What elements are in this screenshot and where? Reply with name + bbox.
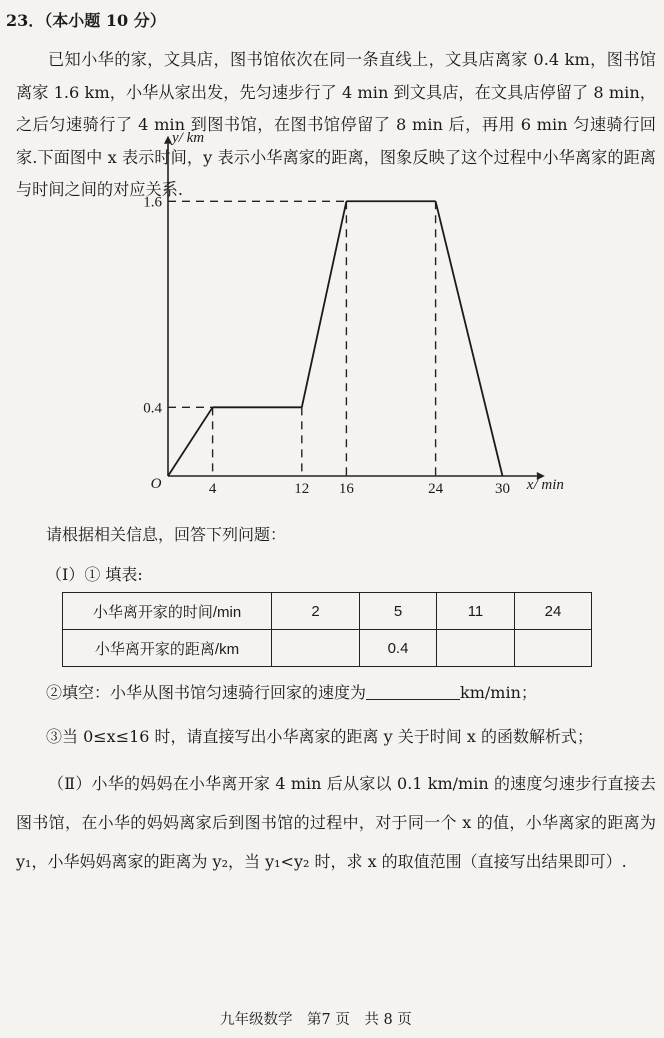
x-tick-label: 12 [294, 481, 310, 497]
y-axis-label: y/ km [172, 129, 205, 146]
questions-prompt: 请根据相关信息，回答下列问题： [46, 525, 287, 544]
table-cell: 小华离开家的距离/km [63, 630, 272, 667]
answer-cell[interactable] [437, 630, 515, 667]
problem-statement [16, 44, 656, 207]
part-2-text: （Ⅱ）小华的妈妈在小华离开家 4 min 后从家以 0.1 km/min 的速度匀速步行直接去图书馆，在小华的妈妈离家后到图书馆的过程中，对于同一个 x 的值，小华离家的距离为 y₁，小华妈妈离家的距离为 y₂，当 y₁<y₂ 时，求 x 的取值范围（直接写出结果即可）. [16, 774, 656, 871]
question-3: ③当 0≤x≤16 时，请直接写出小华离家的距离 y 关于时间 x 的函数解析式； [46, 727, 593, 746]
y-tick-label: 1.6 [143, 194, 162, 211]
x-tick-label: 30 [495, 481, 510, 497]
origin-label: O [150, 476, 162, 492]
graph-segment [436, 201, 503, 476]
graph-segment [302, 201, 347, 407]
table-row [63, 593, 592, 630]
table-cell: 小华离开家的时间/min [63, 593, 272, 630]
question-2 [46, 680, 537, 703]
answer-blank[interactable] [366, 683, 460, 700]
x-tick-label: 24 [428, 481, 444, 497]
table-row [63, 630, 592, 667]
answer-cell[interactable] [515, 630, 592, 667]
part-2 [16, 764, 656, 881]
x-axis-label: x/ min [526, 477, 564, 493]
table-cell: 2 [272, 593, 360, 630]
problem-paragraph: 已知小华的家，文具店，图书馆依次在同一条直线上，文具店离家 0.4 km，图书馆离家 1.6 km，小华从家出发，先匀速步行了 4 min 到文具店，在文具店停留了 8 min，之后匀速骑行了 4 min 到图书馆，在图书馆停留了 8 min 后，再用 6 min 匀速骑行回家.下面图中 x 表示时间，y 表示小华离家的距离，图象反映了这个过程中小华离家的距离与时间之间的对应关系. [16, 50, 656, 199]
y-tick-label: 0.4 [143, 400, 162, 417]
question-1-label: （Ⅰ）① 填表: [46, 565, 143, 584]
question-2-prefix: ②填空：小华从图书馆匀速骑行回家的速度为 [46, 683, 367, 702]
table-cell: 5 [360, 593, 437, 630]
x-tick-label: 16 [338, 481, 354, 497]
graph-segment [168, 407, 213, 476]
answer-cell[interactable] [272, 630, 360, 667]
problem-header [6, 8, 166, 31]
distance-time-graph [140, 129, 580, 505]
problem-points: （本小题 10 分） [44, 11, 166, 30]
table-cell: 11 [437, 593, 515, 630]
page-footer: 九年级数学 第7 页 共 8 页 [220, 1012, 412, 1028]
fill-in-table [62, 592, 592, 667]
table-cell: 0.4 [360, 630, 437, 667]
table-cell: 24 [515, 593, 592, 630]
question-2-suffix: km/min； [460, 683, 537, 702]
problem-number: 23． [6, 11, 45, 30]
x-tick-label: 4 [208, 481, 217, 497]
